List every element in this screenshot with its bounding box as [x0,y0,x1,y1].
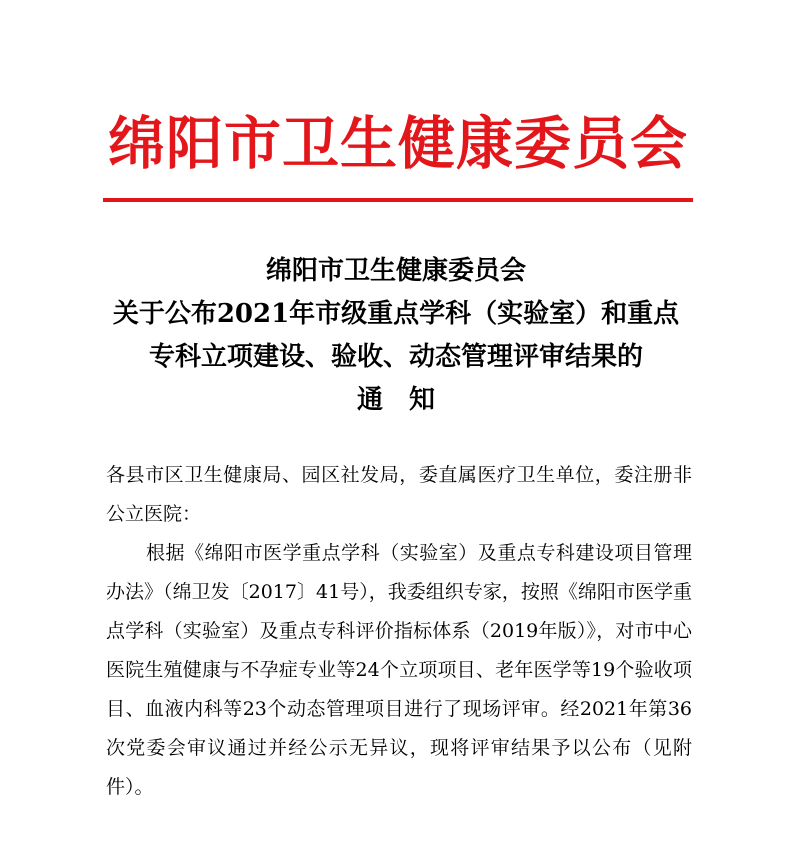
title-line-1: 绵阳市卫生健康委员会 [265,256,526,286]
title-line-3: 专科立项建设、验收、动态管理评审结果的 [148,342,643,372]
document-title [96,250,696,422]
masthead-title: 绵阳市卫生健康委员会 [108,110,688,177]
title-line-4: 通知 [356,385,461,415]
red-divider-line [103,198,693,202]
title-line-2: 关于公布2021年市级重点学科（实验室）和重点 [112,299,680,329]
document-body [106,456,692,807]
body-paragraph: 根据《绵阳市医学重点学科（实验室）及重点专科建设项目管理办法》（绵卫发〔2017〕41号），我委组织专家，按照《绵阳市医学重点学科（实验室）及重点专科评价指标体系（2019年版）》，对市中心医院生殖健康与不孕症专业等24个立项项目、老年医学等19个验收项目、血液内科等23个动态管理项目进行了现场评审。经2021年第36次党委会审议通过并经公示无异议，现将评审结果予以公布（见附件）。 [106,542,692,798]
addressee: 各县市区卫生健康局、园区社发局，委直属医疗卫生单位，委注册非公立医院： [106,464,692,525]
